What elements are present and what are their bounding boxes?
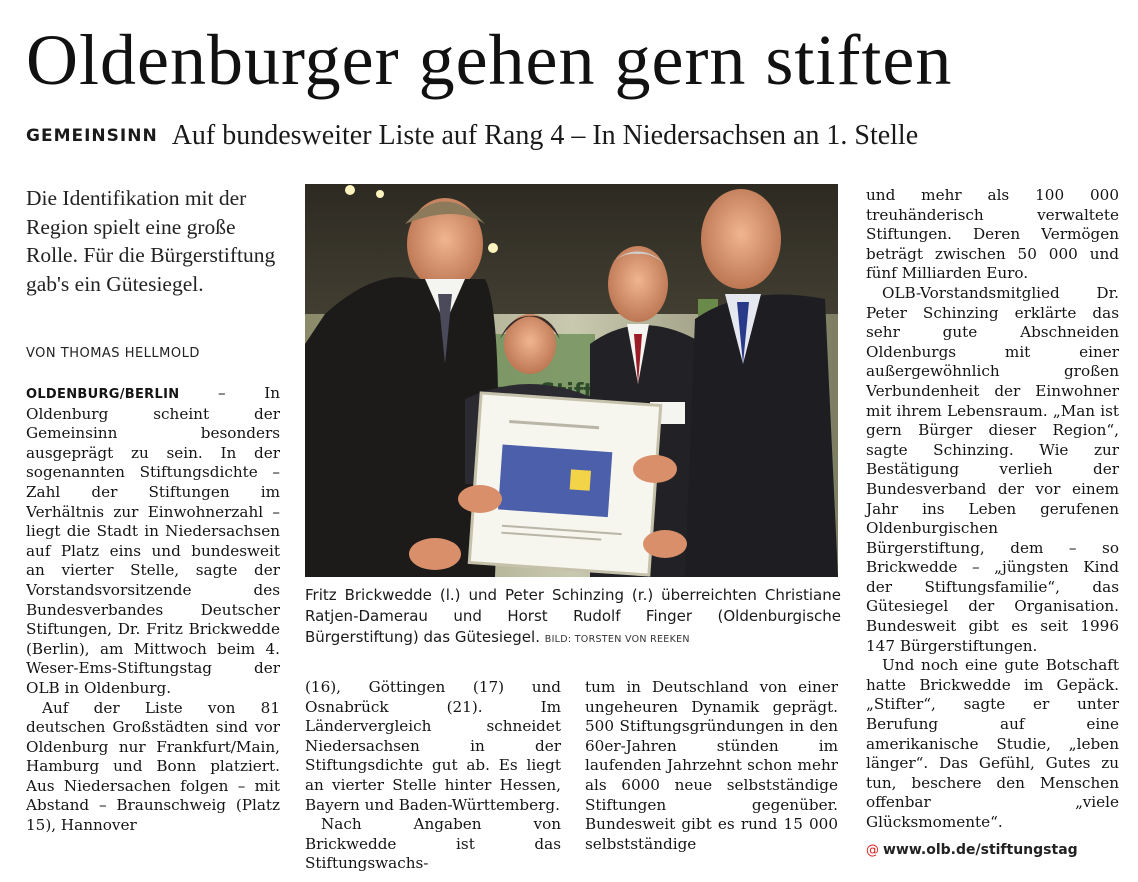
paragraph: tum in Deutschland von einer ungeheuren Dynamik geprägt. 500 Stiftungsgründungen in den 60er-Jahren stünden im laufenden Jahrzehnt schon mehr als 6000 neue selbstständige Stiftungen gegenüber. Bundesweit gibt es rund 15 000 selbstständige [585, 678, 838, 853]
paragraph: Nach Angaben von Brickwedde ist das Stiftungswachs- [305, 815, 561, 873]
kicker: GEMEINSINN [26, 126, 158, 146]
subheadline: Auf bundesweiter Liste auf Rang 4 – In Niedersachsen an 1. Stelle [171, 120, 919, 151]
paragraph-text: – In Oldenburg scheint der Gemeinsinn besonders ausgeprägt zu sein. In der sogenannten Stiftungsdichte – Zahl der Stiftungen im Verhältnis zur Einwohnerzahl – liegt die Stadt in Niedersachsen auf Platz eins und bundesweit an vierter Stelle, sagte der Vorstandsvorsitzende des Bundesverbandes Deutscher Stiftungen, Dr. Fritz Brickwedde (Berlin), am Mittwoch beim 4. Weser-Ems-Stiftungstag der OLB in Oldenburg. [26, 384, 280, 697]
paragraph: OLB-Vorstandsmitglied Dr. Peter Schinzing erklärte das sehr gute Abschneiden Oldenburgs mit einer außergewöhnlich großen Verbundenheit der Einwohner mit ihrem Lebensraum. „Man ist gern Bürger dieser Region“, sagte Schinzing. Wie zur Bestätigung verlieh der Bundesverband der vor einem Jahr ins Leben gerufenen Oldenburgischen Bürgerstiftung, dem – so Brickwedde – „jüngsten Kind der Stiftungsfamilie“, das Gütesiegel der Organisation. Bundesweit gibt es seit 1996 147 Bürgerstiftungen. [866, 283, 1119, 655]
paragraph: Auf der Liste von 81 deutschen Großstädten sind vor Oldenburg nur Frankfurt/Main, Hamburg und Bonn platziert. Aus Niedersachen folgen – mit Abstand – Braunschweig (Platz 15), Hannover [26, 698, 280, 835]
teaser: Die Identifikation mit der Region spielt eine große Rolle. Für die Bürgerstiftung gab's ein Gütesiegel. [26, 186, 276, 296]
caption-text: Fritz Brickwedde (l.) und Peter Schinzing (r.) überreichten Christiane Ratjen-Damerau und Horst Rudolf Finger (Oldenburgische Bürgerstiftung) das Gütesiegel. [305, 586, 841, 646]
subheadline-row [26, 118, 1126, 154]
body-column-2 [305, 678, 561, 874]
body-column-4 [866, 186, 1119, 833]
web-link[interactable] [866, 842, 1116, 858]
paragraph: Und noch eine gute Botschaft hatte Brickwedde im Gepäck. „Stifter“, sagte er unter Berufung auf eine amerikanische Studie, „leben länger“. Das Gefühl, Gutes zu tun, beschere den Menschen offenbar „viele Glücksmomente“. [866, 656, 1119, 831]
paragraph [26, 384, 280, 699]
headline: Oldenburger gehen gern stiften [26, 20, 953, 100]
web-link-text[interactable]: www.olb.de/stiftungstag [883, 842, 1078, 858]
dateline: OLDENBURG/BERLIN [26, 387, 180, 402]
paragraph: und mehr als 100 000 treuhänderisch verwaltete Stiftungen. Deren Vermögen beträgt zwischen 50 000 und fünf Milliarden Euro. [866, 186, 1119, 283]
body-column-3 [585, 678, 838, 854]
article-photo [305, 184, 838, 577]
photo-credit: BILD: TORSTEN VON REEKEN [544, 634, 690, 645]
paragraph: (16), Göttingen (17) und Osnabrück (21). Im Ländervergleich schneidet Niedersachsen in der Stiftungsdichte gut ab. Es liegt an vierter Stelle hinter Hessen, Bayern und Baden-Württemberg. [305, 678, 561, 814]
byline: VON THOMAS HELLMOLD [26, 346, 200, 361]
body-column-1 [26, 384, 280, 858]
at-icon: @ [866, 843, 879, 858]
photo-caption [305, 585, 841, 650]
